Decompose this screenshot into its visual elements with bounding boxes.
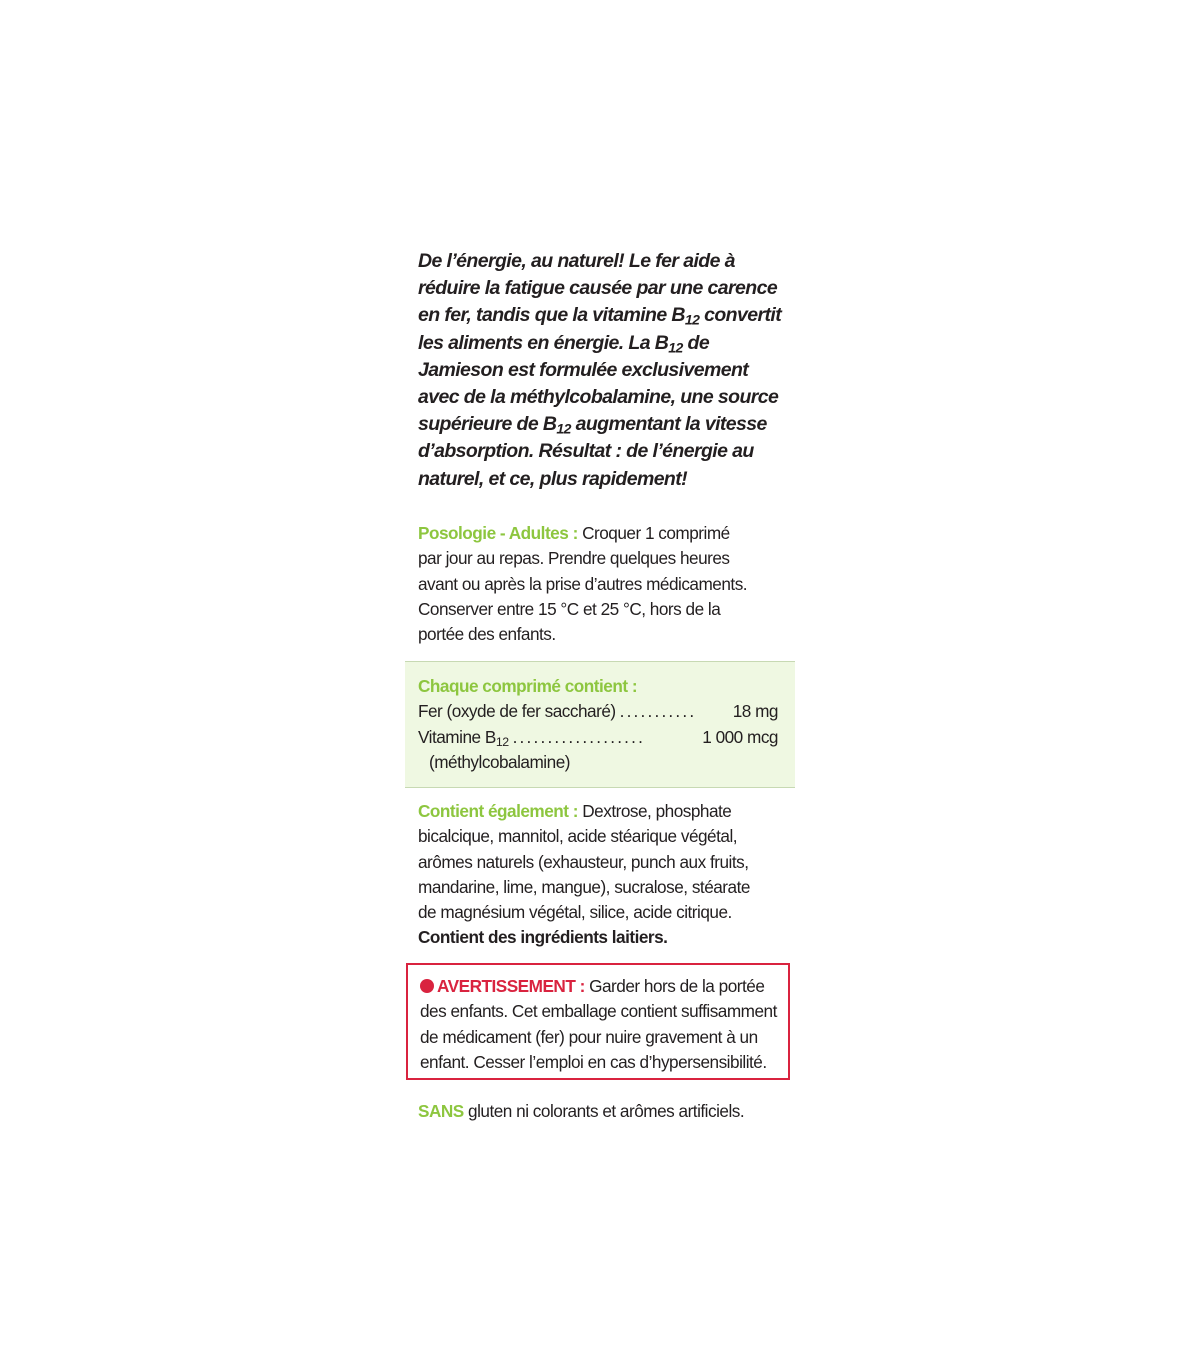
posology-line: Posologie - Adultes : Croquer 1 comprimé — [418, 523, 730, 543]
intro-line: naturel, et ce, plus rapidement! — [418, 467, 688, 490]
ingredients-line: arômes naturels (exhausteur, punch aux fruits, — [418, 851, 749, 872]
intro-line: d’absorption. Résultat : de l’énergie au — [418, 440, 754, 463]
warning-line: AVERTISSEMENT : Garder hors de la portée — [420, 974, 777, 999]
leader-dots: ................... — [512, 726, 646, 747]
warning-box — [406, 963, 790, 1080]
supplement-facts-box — [405, 661, 795, 788]
warning-dot-icon — [420, 979, 434, 993]
subscript: 12 — [668, 339, 683, 356]
facts-row — [418, 699, 778, 724]
warning-line: des enfants. Cet emballage contient suffisamment — [420, 1001, 777, 1022]
posology-line: portée des enfants. — [418, 624, 556, 645]
intro-line: De l’énergie, au naturel! Le fer aide à — [418, 250, 735, 272]
warning-line: de médicament (fer) pour nuire gravement à un — [420, 1026, 758, 1047]
facts-heading: Chaque comprimé contient : — [418, 676, 638, 696]
subscript: 12 — [556, 420, 571, 437]
leader-dots: ........... — [619, 701, 697, 722]
posology-label: Posologie - Adultes : — [418, 523, 578, 543]
ingredients-line: bicalcique, mannitol, acide stéarique végétal, — [418, 826, 738, 847]
warning-label: AVERTISSEMENT : — [437, 976, 585, 996]
free-from-statement: SANS gluten ni colorants et arômes artificiels. — [418, 1101, 745, 1121]
posology-line: par jour au repas. Prendre quelques heures — [418, 548, 730, 569]
posology-line: Conserver entre 15 °C et 25 °C, hors de la — [418, 598, 721, 619]
posology-section — [418, 521, 747, 647]
ingredient-amount: 18 mg — [732, 701, 778, 722]
intro-line: en fer, tandis que la vitamine $B_{12}$ convertit — [418, 304, 782, 328]
subscript: 12 — [495, 734, 509, 749]
subscript: 12 — [684, 311, 700, 328]
allergen-statement: Contient des ingrédients laitiers. — [418, 927, 668, 948]
ingredients-line: mandarine, lime, mangue), sucralose, stéarate — [418, 876, 750, 897]
posology-line: avant ou après la prise d’autres médicaments. — [418, 573, 748, 594]
intro-line: avec de la méthylcobalamine, une source — [418, 386, 779, 409]
facts-row — [418, 725, 778, 750]
ingredients-line: de magnésium végétal, silice, acide citrique. — [418, 902, 732, 923]
ingredients-line: Contient également : Dextrose, phosphate — [418, 801, 732, 821]
ingredient-amount: 1 000 mcg — [702, 726, 778, 747]
ingredient-source: (méthylcobalamine) — [429, 751, 570, 772]
ingredient-name: Vitamine $B_{12}$ — [418, 726, 509, 749]
intro-line: Jamieson est formulée exclusivement — [418, 358, 749, 381]
intro-line: les aliments en énergie. La $B_{12}$ de — [418, 331, 710, 356]
free-from-label: SANS — [418, 1101, 464, 1121]
intro-paragraph — [418, 248, 798, 493]
intro-line: réduire la fatigue causée par une carence — [418, 277, 778, 300]
other-ingredients-section — [418, 799, 750, 951]
intro-line: supérieure de $B_{12}$ augmentant la vitesse — [418, 413, 767, 437]
ingredient-name: Fer (oxyde de fer saccharé) — [418, 701, 616, 722]
other-ingredients-label: Contient également : — [418, 801, 578, 821]
warning-line: enfant. Cesser l’emploi en cas d’hypersensibilité. — [420, 1051, 767, 1072]
